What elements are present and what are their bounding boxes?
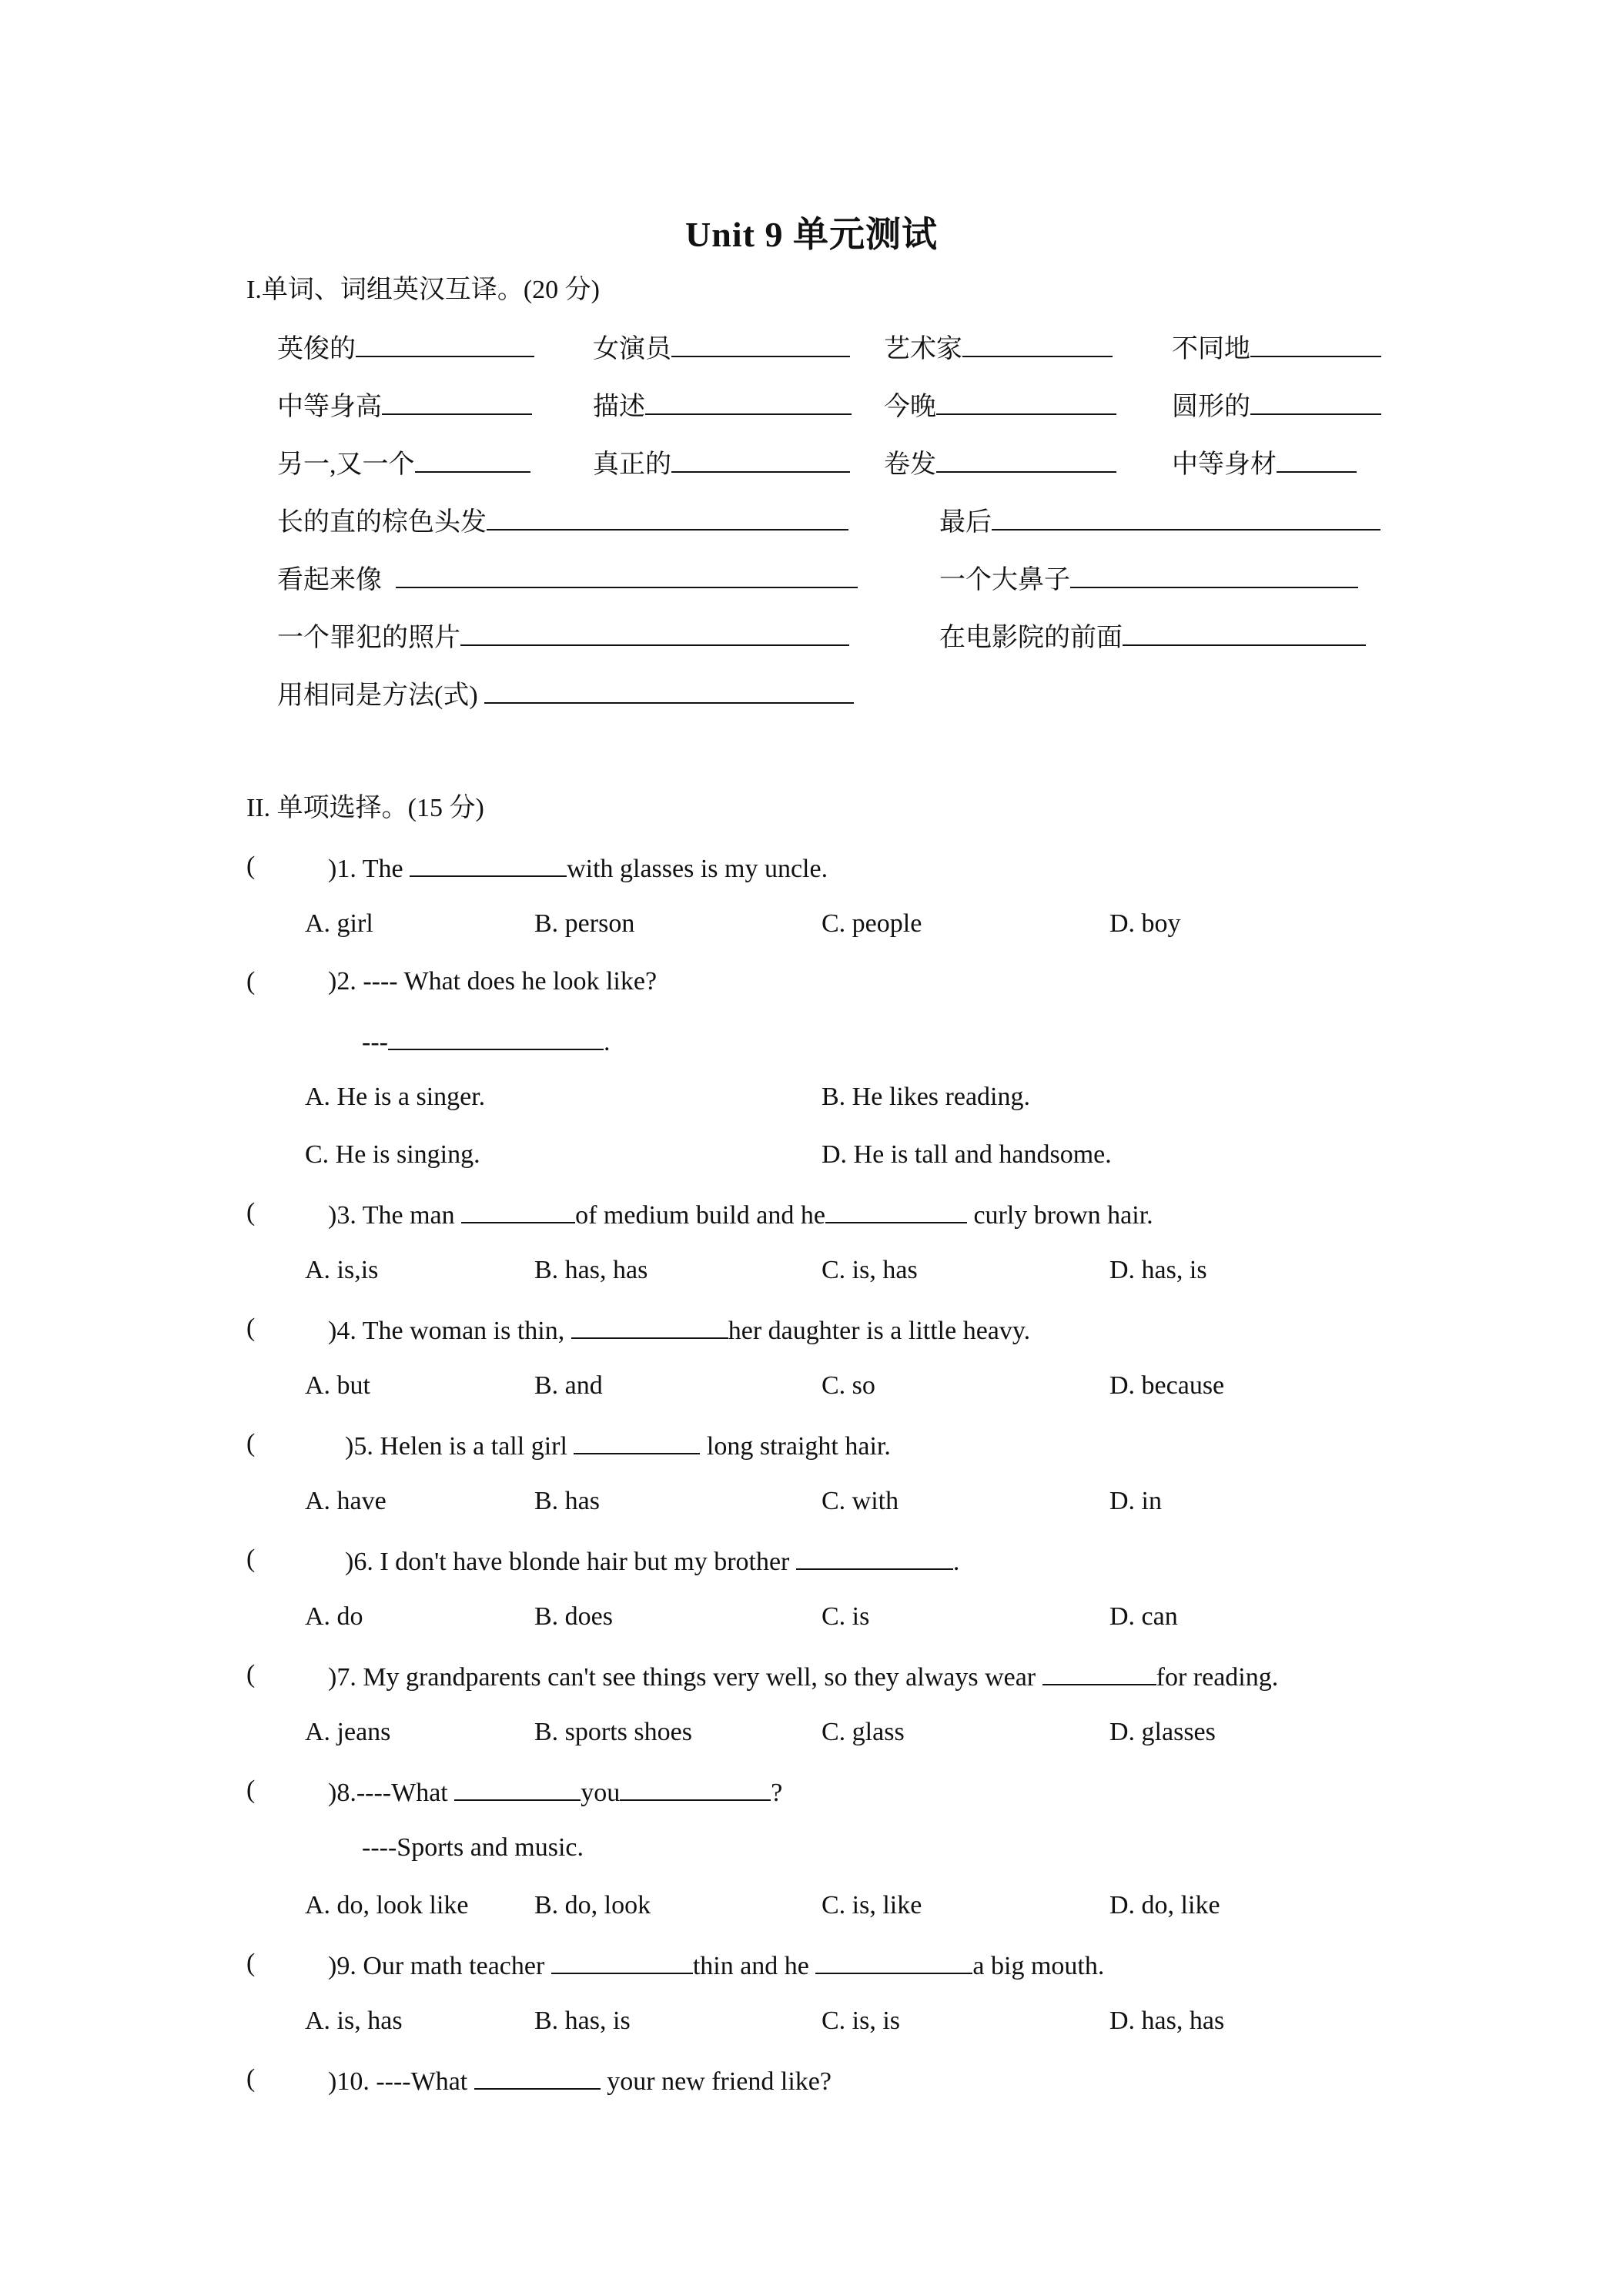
option-c[interactable]: C. is xyxy=(822,1602,870,1631)
answer-bracket[interactable]: ( xyxy=(246,967,256,996)
option-b[interactable]: B. person xyxy=(534,909,635,938)
option-b[interactable]: B. has xyxy=(534,1487,600,1515)
answer-blank[interactable] xyxy=(461,1196,575,1223)
answer-bracket[interactable]: ( xyxy=(246,1776,256,1804)
option-d[interactable]: D. has, has xyxy=(1109,2006,1225,2035)
option-a[interactable]: A. do, look like xyxy=(305,1891,469,1919)
vocab-item: 长的直的棕色头发 xyxy=(277,503,848,540)
option-a[interactable]: A. jeans xyxy=(305,1718,391,1746)
option-d[interactable]: D. in xyxy=(1109,1487,1162,1515)
answer-blank[interactable] xyxy=(484,676,854,704)
answer-blank[interactable] xyxy=(396,561,858,588)
answer-blank[interactable] xyxy=(815,1946,972,1974)
option-c[interactable]: C. so xyxy=(822,1371,875,1400)
question-4: )4. The woman is thin, her daughter is a little heavy. xyxy=(328,1311,1030,1348)
answer-blank[interactable] xyxy=(356,330,534,357)
option-d[interactable]: D. boy xyxy=(1109,909,1181,938)
option-b[interactable]: B. has, is xyxy=(534,2006,631,2035)
option-c[interactable]: C. glass xyxy=(822,1718,905,1746)
answer-blank[interactable] xyxy=(1277,445,1357,473)
option-d[interactable]: D. can xyxy=(1109,1602,1178,1631)
vocab-item: 今晚 xyxy=(884,387,1116,424)
question-9: )9. Our math teacher thin and he a big mouth. xyxy=(328,1946,1104,1983)
answer-bracket[interactable]: ( xyxy=(246,852,256,880)
vocab-item: 女演员 xyxy=(593,330,850,366)
answer-bracket[interactable]: ( xyxy=(246,1429,256,1458)
vocab-item: 不同地 xyxy=(1172,330,1381,366)
vocab-item: 圆形的 xyxy=(1172,387,1381,424)
question-2-reply: --- . xyxy=(362,1022,610,1059)
option-b[interactable]: B. has, has xyxy=(534,1256,648,1284)
answer-blank[interactable] xyxy=(551,1946,693,1974)
answer-bracket[interactable]: ( xyxy=(246,1314,256,1342)
option-a[interactable]: A. have xyxy=(305,1487,387,1515)
answer-blank[interactable] xyxy=(671,330,850,357)
answer-blank[interactable] xyxy=(454,1773,581,1801)
vocab-item: 另一,又一个 xyxy=(277,445,530,482)
vocab-item: 中等身材 xyxy=(1172,445,1357,482)
answer-blank[interactable] xyxy=(992,503,1380,530)
option-a[interactable]: A. but xyxy=(305,1371,370,1400)
option-b[interactable]: B. He likes reading. xyxy=(822,1083,1030,1111)
option-a[interactable]: A. do xyxy=(305,1602,363,1631)
option-b[interactable]: B. does xyxy=(534,1602,613,1631)
vocab-item: 在电影院的前面 xyxy=(939,618,1366,655)
answer-blank[interactable] xyxy=(825,1196,967,1223)
option-d[interactable]: D. He is tall and handsome. xyxy=(822,1140,1112,1169)
answer-blank[interactable] xyxy=(571,1311,728,1339)
answer-blank[interactable] xyxy=(620,1773,771,1801)
option-a[interactable]: A. girl xyxy=(305,909,373,938)
option-a[interactable]: A. is, has xyxy=(305,2006,403,2035)
option-b[interactable]: B. and xyxy=(534,1371,603,1400)
vocab-item: 最后 xyxy=(939,503,1380,540)
question-7: )7. My grandparents can't see things very well, so they always wear for reading. xyxy=(328,1658,1278,1695)
answer-blank[interactable] xyxy=(1250,330,1381,357)
answer-blank[interactable] xyxy=(415,445,530,473)
answer-blank[interactable] xyxy=(460,618,849,646)
question-8-reply: ----Sports and music. xyxy=(362,1833,584,1862)
answer-blank[interactable] xyxy=(1250,387,1381,415)
vocab-item: 真正的 xyxy=(593,445,850,482)
option-c[interactable]: C. is, has xyxy=(822,1256,918,1284)
answer-blank[interactable] xyxy=(382,387,532,415)
answer-blank[interactable] xyxy=(474,2062,601,2090)
option-b[interactable]: B. do, look xyxy=(534,1891,651,1919)
section-1-heading: I.单词、词组英汉互译。(20 分) xyxy=(246,276,600,304)
vocab-item: 艺术家 xyxy=(884,330,1113,366)
vocab-item: 中等身高 xyxy=(277,387,532,424)
option-b[interactable]: B. sports shoes xyxy=(534,1718,692,1746)
answer-blank[interactable] xyxy=(388,1022,604,1050)
question-8: )8.----What you ? xyxy=(328,1773,782,1810)
answer-blank[interactable] xyxy=(1123,618,1366,646)
answer-blank[interactable] xyxy=(962,330,1113,357)
answer-blank[interactable] xyxy=(645,387,852,415)
question-10: )10. ----What your new friend like? xyxy=(328,2062,832,2099)
question-5: )5. Helen is a tall girl long straight hair. xyxy=(345,1427,891,1464)
answer-blank[interactable] xyxy=(1070,561,1358,588)
question-1: )1. The with glasses is my uncle. xyxy=(328,849,828,886)
option-d[interactable]: D. has, is xyxy=(1109,1256,1207,1284)
option-a[interactable]: A. He is a singer. xyxy=(305,1083,486,1111)
option-d[interactable]: D. because xyxy=(1109,1371,1225,1400)
vocab-item: 描述 xyxy=(593,387,852,424)
option-c[interactable]: C. He is singing. xyxy=(305,1140,480,1169)
vocab-item: 英俊的 xyxy=(277,330,534,366)
answer-blank[interactable] xyxy=(936,387,1116,415)
answer-blank[interactable] xyxy=(796,1542,953,1570)
option-d[interactable]: D. do, like xyxy=(1109,1891,1220,1919)
answer-blank[interactable] xyxy=(410,849,567,877)
answer-blank[interactable] xyxy=(936,445,1116,473)
question-3: )3. The man of medium build and he curly brown hair. xyxy=(328,1196,1153,1233)
answer-blank[interactable] xyxy=(487,503,848,530)
answer-blank[interactable] xyxy=(1042,1658,1156,1685)
vocab-item: 看起来像 xyxy=(277,561,858,597)
page-title: Unit 9 单元测试 xyxy=(685,215,938,254)
question-2: )2. ---- What does he look like? xyxy=(328,967,658,996)
option-c[interactable]: C. with xyxy=(822,1487,899,1515)
answer-blank[interactable] xyxy=(671,445,850,473)
vocab-item: 用相同是方法(式) xyxy=(277,676,854,713)
answer-bracket[interactable]: ( xyxy=(246,1198,256,1227)
option-d[interactable]: D. glasses xyxy=(1109,1718,1216,1746)
answer-bracket[interactable]: ( xyxy=(246,1949,256,1977)
vocab-item: 一个大鼻子 xyxy=(939,561,1358,597)
answer-bracket[interactable]: ( xyxy=(246,1545,256,1573)
vocab-item: 一个罪犯的照片 xyxy=(277,618,849,655)
answer-bracket[interactable]: ( xyxy=(246,2064,256,2093)
question-6: )6. I don't have blonde hair but my brother . xyxy=(345,1542,959,1579)
vocab-item: 卷发 xyxy=(884,445,1116,482)
option-c[interactable]: C. people xyxy=(822,909,922,938)
answer-bracket[interactable]: ( xyxy=(246,1660,256,1689)
section-2-heading: II. 单项选择。(15 分) xyxy=(246,794,484,822)
option-c[interactable]: C. is, like xyxy=(822,1891,922,1919)
option-c[interactable]: C. is, is xyxy=(822,2006,901,2035)
answer-blank[interactable] xyxy=(574,1427,700,1454)
option-a[interactable]: A. is,is xyxy=(305,1256,379,1284)
